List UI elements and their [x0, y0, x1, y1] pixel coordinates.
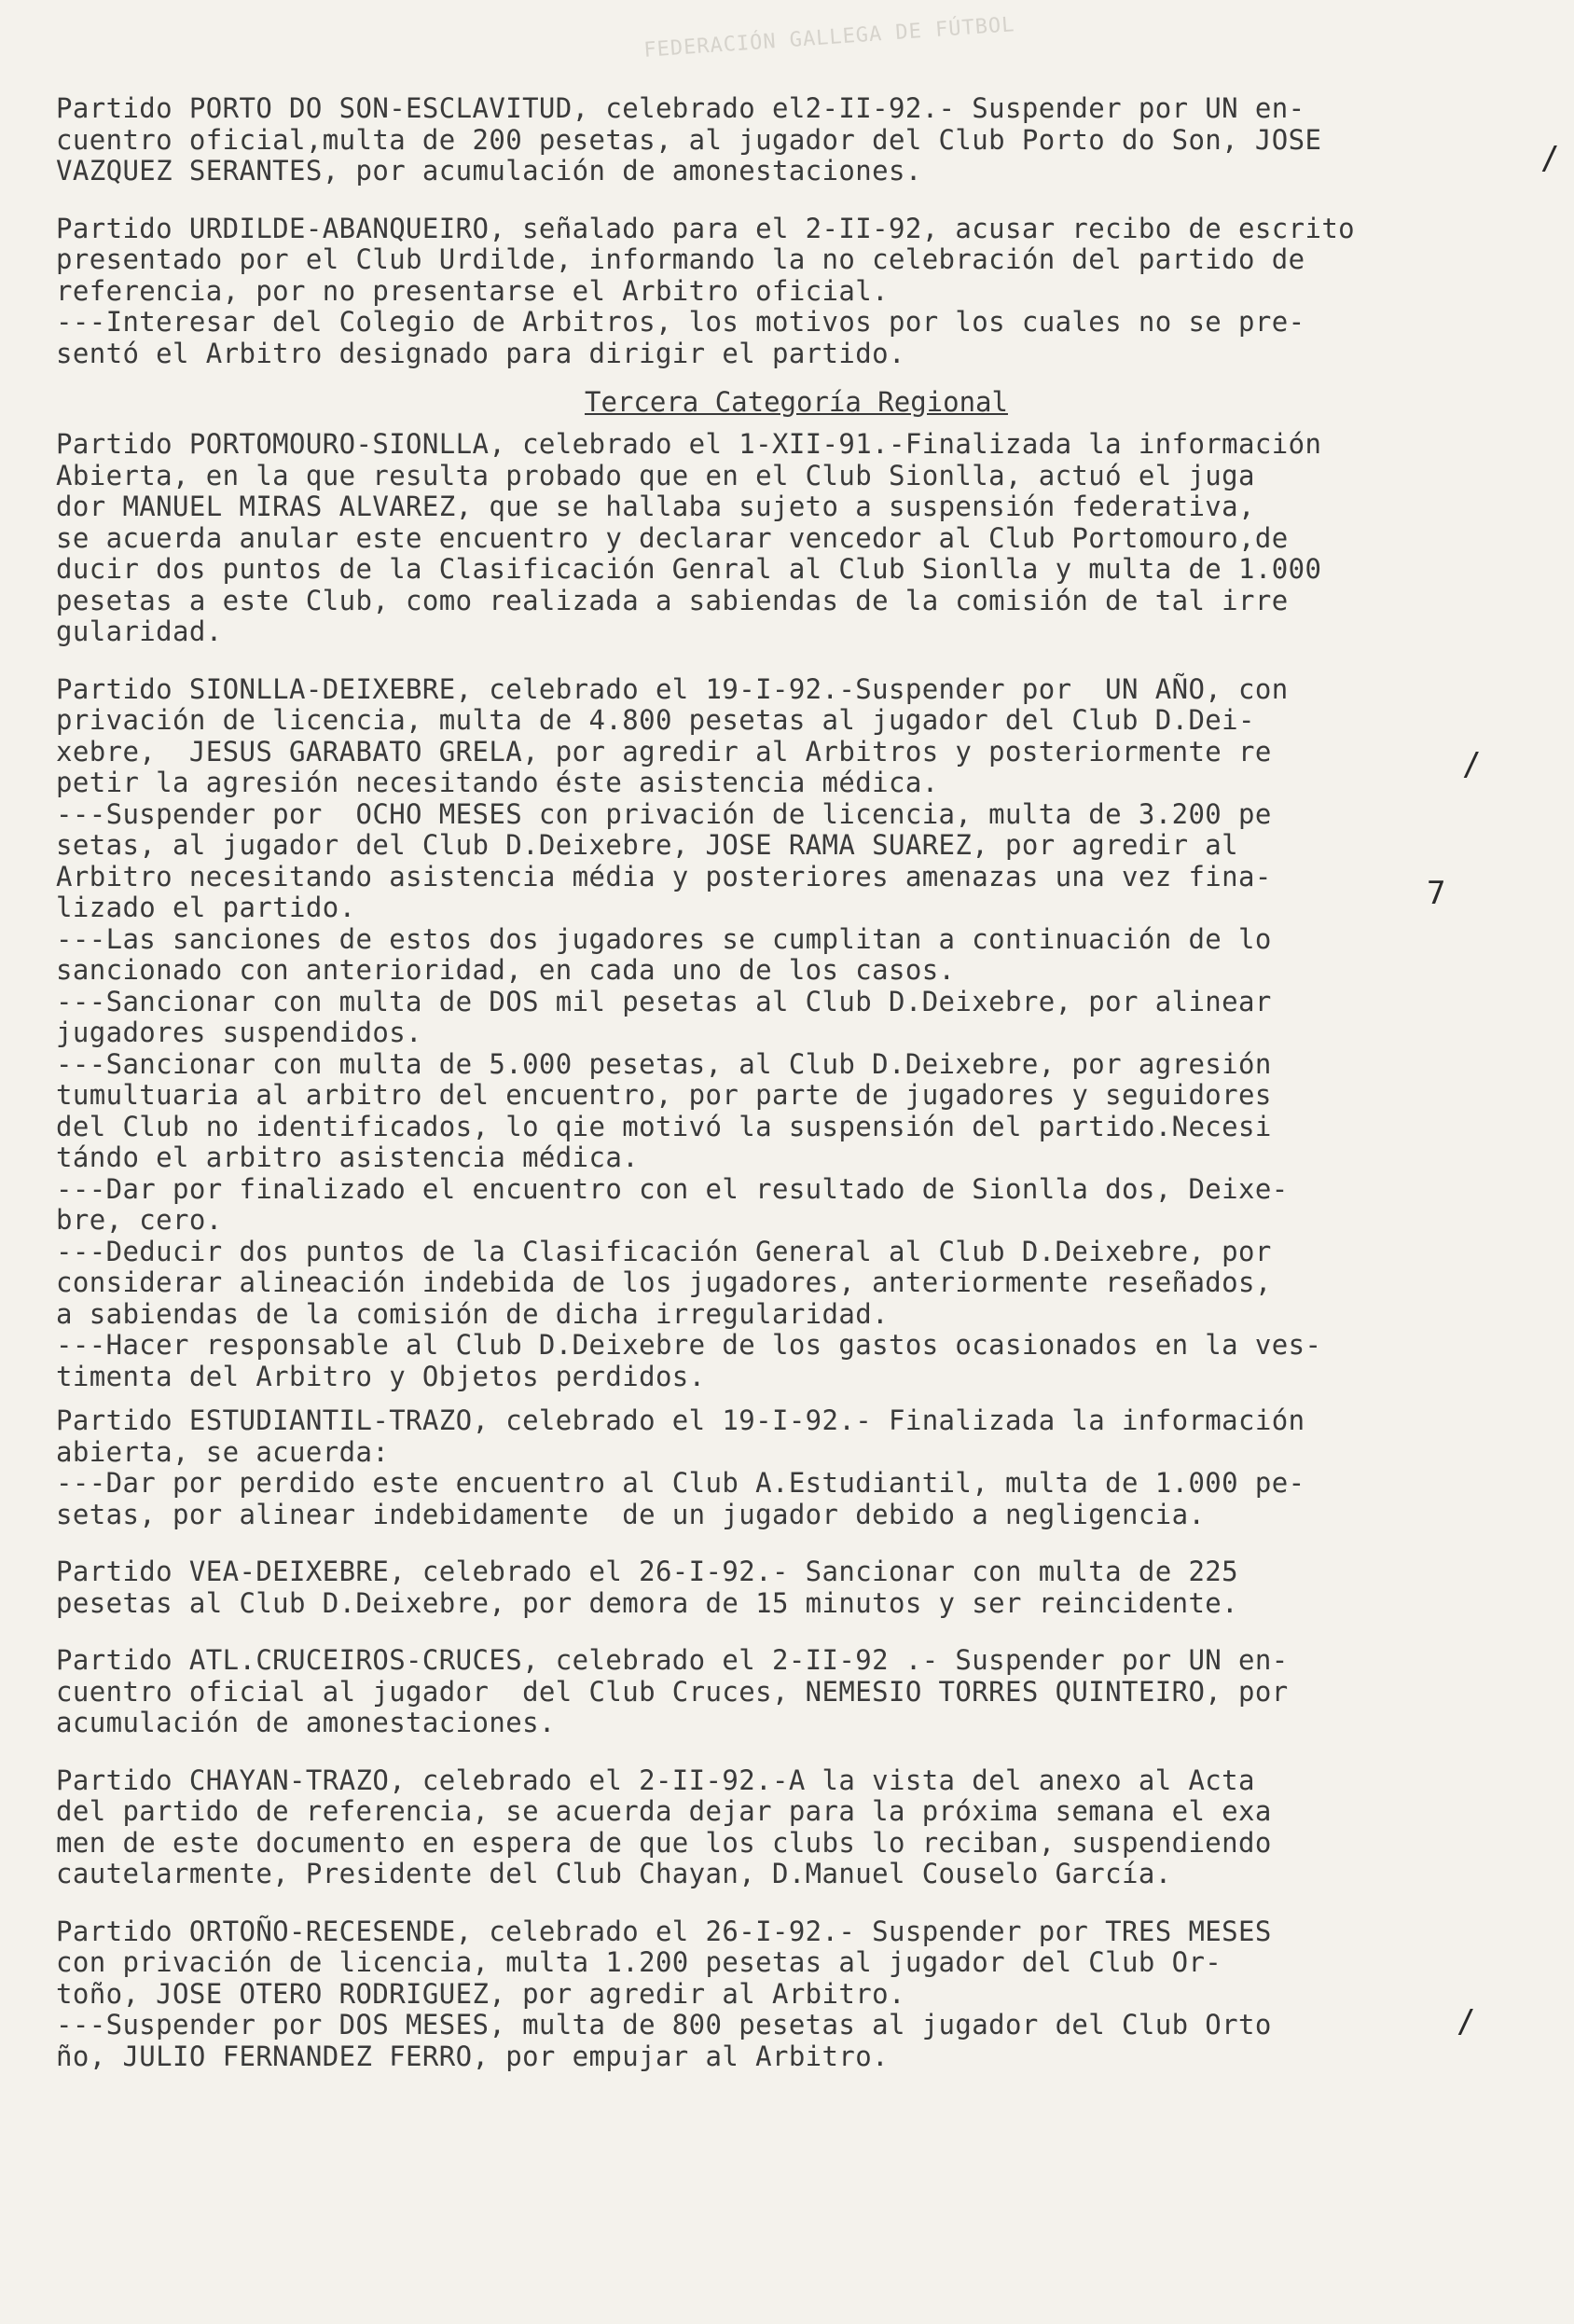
paragraph-ortono: Partido ORTOÑO-RECESENDE, celebrado el 26-I-92.- Suspender por TRES MESES con privación de licencia, multa 1.200 pesetas al jugador del Club Or- toño, JOSE OTERO RODRIGUEZ, por agredir al Arbitro. ---Suspender por DOS MESES, multa de 800 pesetas al jugador del Club Orto ño, JULIO FERNANDEZ FERRO, por empujar al Arbitro.: [56, 1915, 1272, 2072]
paragraph-portomouro: Partido PORTOMOURO-SIONLLA, celebrado el 1-XII-91.-Finalizada la información Abierta, en la que resulta probado que en el Club Sionlla, actuó el juga dor MANUEL MIRAS ALVAREZ, que se hallaba sujeto a suspensión federativa, se acuerda anular este encuentro y declarar vencedor al Club Portomouro,de ducir dos puntos de la Clasificación Genral al Club Sionlla y multa de 1.000 pesetas a este Club, como realizada a sabiendas de la comisión de tal irre gularidad.: [56, 428, 1322, 647]
paragraph-cruceiros: Partido ATL.CRUCEIROS-CRUCES, celebrado el 2-II-92 .- Suspender por UN en- cuentro oficial al jugador del Club Cruces, NEMESIO TORRES QUINTEIRO, por acumulación de amonestaciones.: [56, 1644, 1289, 1738]
section-heading-tercera: Tercera Categoría Regional: [585, 386, 1008, 418]
paragraph-estudiantil: Partido ESTUDIANTIL-TRAZO, celebrado el 19-I-92.- Finalizada la información abierta, se acuerda: ---Dar por perdido este encuentro al Club A.Estudiantil, multa de 1.000 pe- setas, por alinear indebidamente de un jugador debido a negligencia.: [56, 1404, 1305, 1530]
paragraph-vea-deixebre: Partido VEA-DEIXEBRE, celebrado el 26-I-92.- Sancionar con multa de 225 pesetas al Club D.Deixebre, por demora de 15 minutos y ser reincidente.: [56, 1556, 1239, 1619]
paragraph-urdilde: Partido URDILDE-ABANQUEIRO, señalado para el 2-II-92, acusar recibo de escrito presentado por el Club Urdilde, informando la no celebración del partido de referencia, por no presentarse el Arbitro oficial. ---Interesar del Colegio de Arbitros, los motivos por los cuales no se pre- sentó el Arbitro designado para dirigir el partido.: [56, 212, 1356, 369]
paragraph-sionlla-deixebre: Partido SIONLLA-DEIXEBRE, celebrado el 19-I-92.-Suspender por UN AÑO, con privación de licencia, multa de 4.800 pesetas al jugador del Club D.Dei- xebre, JESUS GARABATO GRELA, por agredir al Arbitros y posteriormente re petir la agresión necesitando éste asistencia médica. ---Suspender por OCHO MESES con privación de licencia, multa de 3.200 pe setas, al jugador del Club D.Deixebre, JOSE RAMA SUAREZ, por agredir al Arbitro necesitando asistencia média y posteriores amenazas una vez fina- lizado el partido. ---Las sanciones de estos dos jugadores se cumplitan a continuación de lo sancionado con anterioridad, en cada uno de los casos. ---Sancionar con multa de DOS mil pesetas al Club D.Deixebre, por alinear jugadores suspendidos. ---Sancionar con multa de 5.000 pesetas, al Club D.Deixebre, por agresión tumultuaria al arbitro del encuentro, por parte de jugadores y seguidores del Club no identificados, lo qie motivó la suspensión del partido.Necesi tándo el arbitro asistencia médica. ---Dar por finalizado el encuentro con el resultado de Sionlla dos, Deixe- bre, cero. ---Deducir dos puntos de la Clasificación General al Club D.Deixebre, por considerar alineación indebida de los jugadores, anteriormente reseñados, a sabiendas de la comisión de dicha irregularidad. ---Hacer responsable al Club D.Deixebre de los gastos ocasionados en la ves- timenta del Arbitro y Objetos perdidos.: [56, 672, 1322, 1392]
bleed-through-header: FEDERACIÓN GALLEGA DE FÚTBOL: [642, 13, 1016, 62]
margin-mark: /: [1540, 140, 1560, 177]
margin-mark: 7: [1427, 875, 1446, 912]
margin-mark: /: [1457, 2003, 1476, 2040]
margin-mark: /: [1462, 746, 1482, 783]
paragraph-porto-do-son: Partido PORTO DO SON-ESCLAVITUD, celebrado el2-II-92.- Suspender por UN en- cuentro oficial,multa de 200 pesetas, al jugador del Club Porto do Son, JOSE VAZQUEZ SERANTES, por acumulación de amonestaciones.: [56, 92, 1322, 187]
paragraph-chayan: Partido CHAYAN-TRAZO, celebrado el 2-II-92.-A la vista del anexo al Acta del partido de referencia, se acuerda dejar para la próxima semana el exa men de este documento en espera de que los clubs lo reciban, suspendiendo cautelarmente, Presidente del Club Chayan, D.Manuel Couselo García.: [56, 1764, 1272, 1889]
